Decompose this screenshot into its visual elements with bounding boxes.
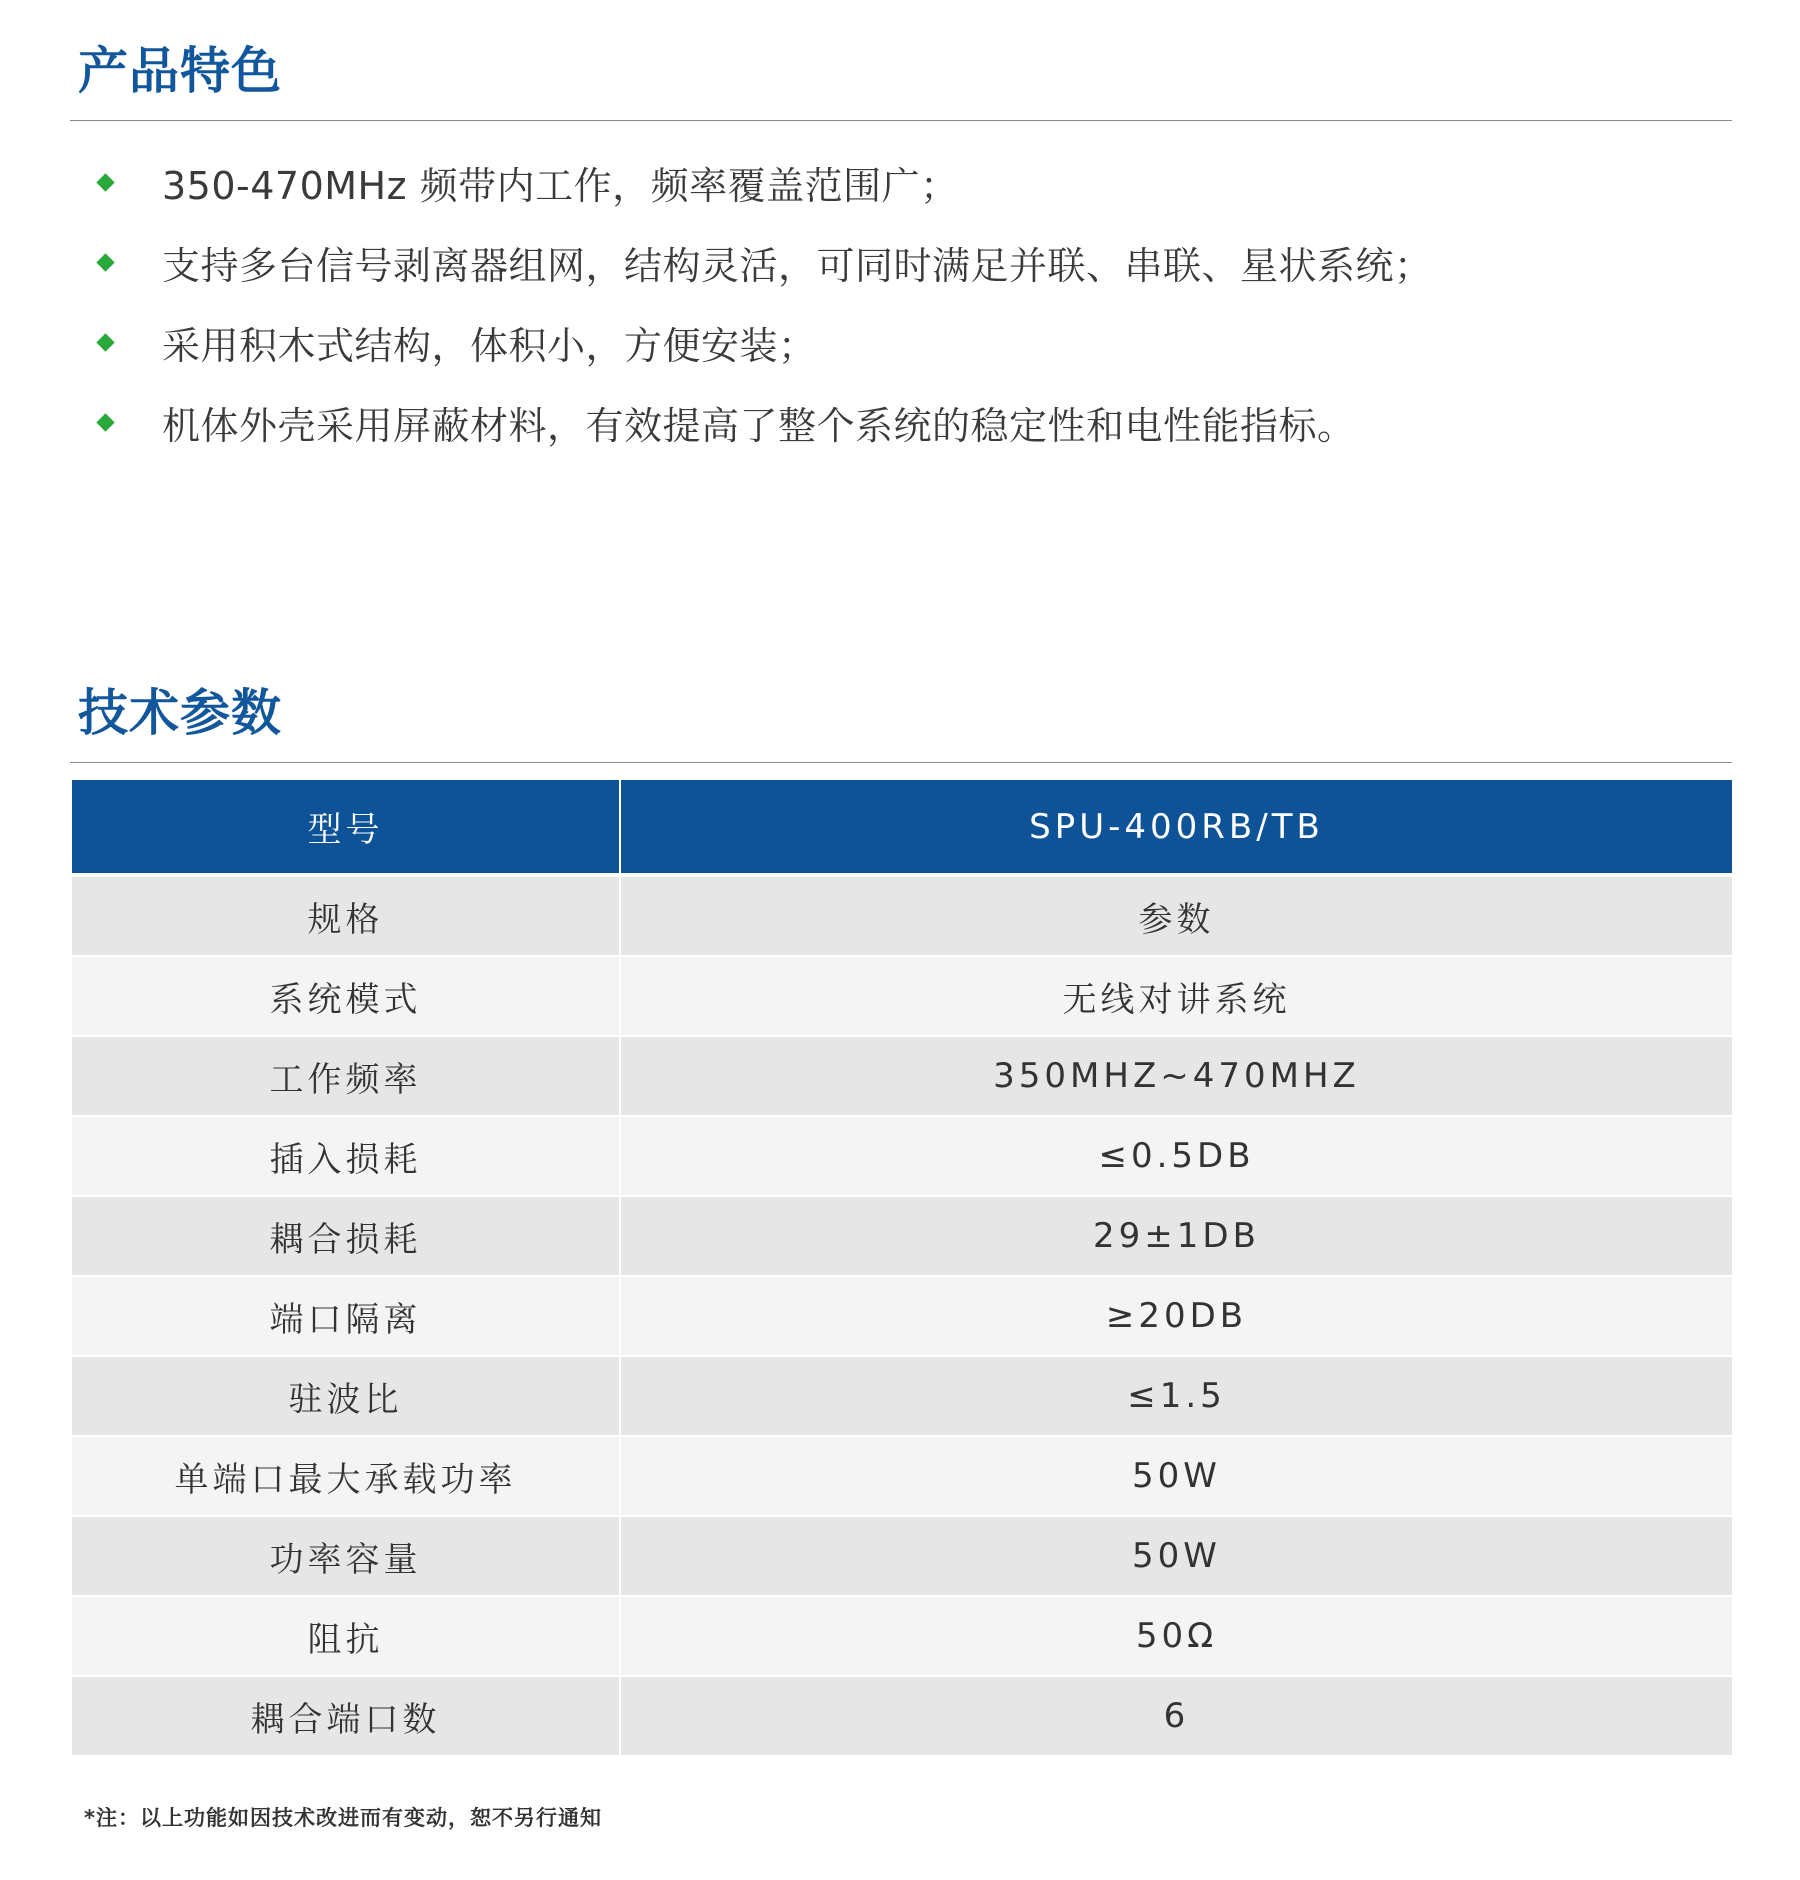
spec-value: 50W xyxy=(621,1515,1732,1595)
features-title: 产品特色 xyxy=(78,42,282,100)
table-row xyxy=(72,873,1732,955)
spec-label: 工作频率 xyxy=(72,1035,621,1115)
table-row xyxy=(72,1195,1732,1275)
feature-text: 机体外壳采用屏蔽材料，有效提高了整个系统的稳定性和电性能指标。 xyxy=(162,403,1356,448)
specs-title: 技术参数 xyxy=(78,684,282,742)
spec-value: ≤0.5DB xyxy=(621,1115,1732,1195)
table-row xyxy=(72,1435,1732,1515)
spec-table xyxy=(72,780,1732,1755)
diamond-bullet-icon xyxy=(96,173,114,191)
table-row xyxy=(72,1035,1732,1115)
diamond-bullet-icon xyxy=(96,413,114,431)
spec-label: 耦合端口数 xyxy=(72,1675,621,1755)
diamond-bullet-icon xyxy=(96,253,114,271)
feature-text: 采用积木式结构，体积小，方便安装； xyxy=(162,323,817,368)
model-label: 型号 xyxy=(72,780,621,873)
spec-value: 29±1DB xyxy=(621,1195,1732,1275)
spec-value: 6 xyxy=(621,1675,1732,1755)
feature-item xyxy=(0,142,1433,222)
diamond-bullet-icon xyxy=(96,333,114,351)
spec-value: 350MHZ~470MHZ xyxy=(621,1035,1732,1115)
feature-text: 350-470MHz 频带内工作，频率覆盖范围广； xyxy=(162,163,959,208)
table-row xyxy=(72,1115,1732,1195)
model-value: SPU-400RB/TB xyxy=(621,780,1732,873)
spec-label: 功率容量 xyxy=(72,1515,621,1595)
spec-label: 规格 xyxy=(72,873,621,955)
feature-item xyxy=(0,302,1433,382)
table-row xyxy=(72,1595,1732,1675)
spec-value: 50Ω xyxy=(621,1595,1732,1675)
spec-label: 耦合损耗 xyxy=(72,1195,621,1275)
table-header-row xyxy=(72,780,1732,873)
specs-divider xyxy=(70,762,1732,763)
spec-label: 端口隔离 xyxy=(72,1275,621,1355)
feature-list xyxy=(0,142,1433,462)
feature-text: 支持多台信号剥离器组网，结构灵活，可同时满足并联、串联、星状系统； xyxy=(162,243,1433,288)
footnote: *注：以上功能如因技术改进而有变动，恕不另行通知 xyxy=(84,1806,602,1830)
feature-item xyxy=(0,222,1433,302)
spec-label: 驻波比 xyxy=(72,1355,621,1435)
spec-label: 插入损耗 xyxy=(72,1115,621,1195)
features-divider xyxy=(70,120,1732,121)
feature-item xyxy=(0,382,1433,462)
spec-label: 系统模式 xyxy=(72,955,621,1035)
spec-label: 单端口最大承载功率 xyxy=(72,1435,621,1515)
table-row xyxy=(72,1355,1732,1435)
table-row xyxy=(72,1275,1732,1355)
table-row xyxy=(72,1675,1732,1755)
table-row xyxy=(72,955,1732,1035)
spec-value: 参数 xyxy=(621,873,1732,955)
table-row xyxy=(72,1515,1732,1595)
spec-value: 无线对讲系统 xyxy=(621,955,1732,1035)
spec-value: ≥20DB xyxy=(621,1275,1732,1355)
spec-label: 阻抗 xyxy=(72,1595,621,1675)
spec-value: ≤1.5 xyxy=(621,1355,1732,1435)
spec-value: 50W xyxy=(621,1435,1732,1515)
